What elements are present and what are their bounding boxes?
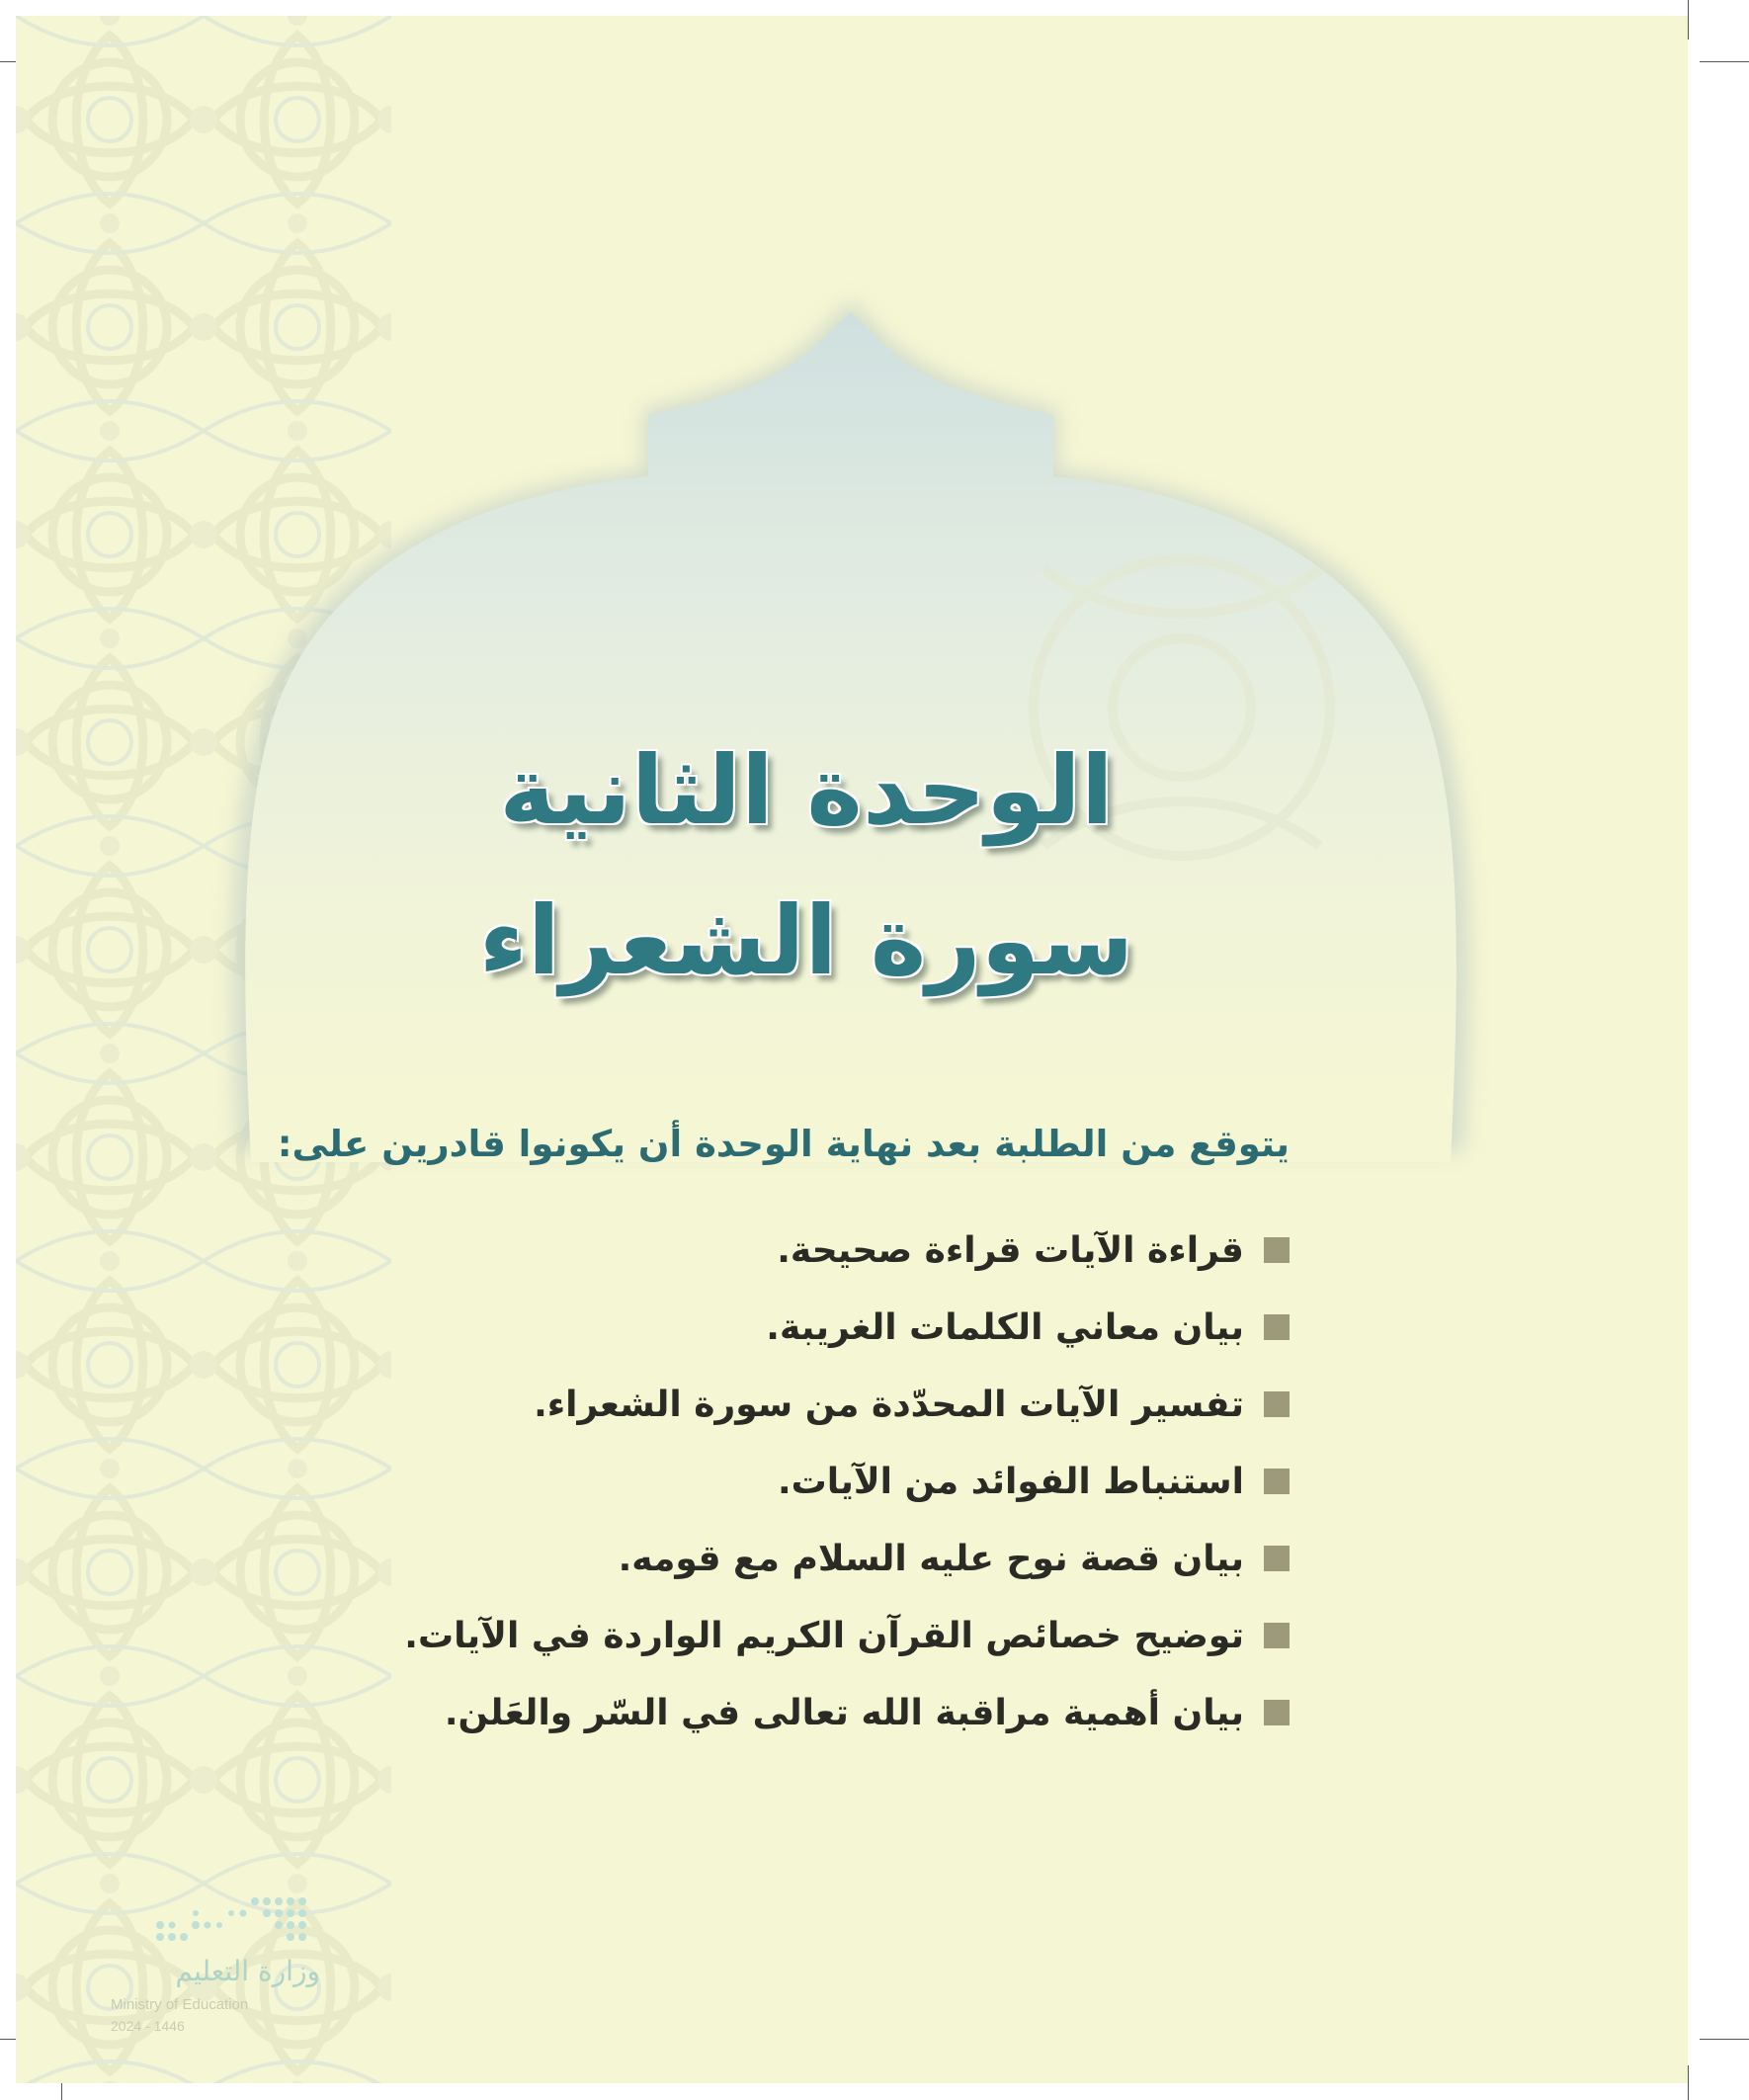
list-item xyxy=(301,1366,1290,1443)
list-item xyxy=(301,1212,1290,1289)
objective-text: بيان قصة نوح عليه السلام مع قومه. xyxy=(618,1538,1244,1579)
list-item xyxy=(301,1674,1290,1751)
objective-text: بيان معاني الكلمات الغريبة. xyxy=(766,1306,1244,1348)
square-bullet-icon xyxy=(1264,1314,1290,1340)
unit-title: الوحدة الثانية xyxy=(499,735,1114,846)
square-bullet-icon xyxy=(1264,1546,1290,1571)
objective-text: قراءة الآيات قراءة صحيحة. xyxy=(777,1229,1244,1271)
ministry-logo xyxy=(95,1893,332,2052)
crop-mark xyxy=(1700,61,1749,62)
list-item xyxy=(301,1443,1290,1520)
list-item xyxy=(301,1520,1290,1597)
objective-text: توضيح خصائص القرآن الكريم الواردة في الآيات. xyxy=(404,1615,1244,1656)
square-bullet-icon xyxy=(1264,1237,1290,1263)
crop-mark xyxy=(1688,2065,1689,2100)
ministry-name-arabic: وزارة التعليم xyxy=(175,1955,320,1987)
crop-mark xyxy=(1700,2039,1749,2040)
objectives-list xyxy=(301,1212,1290,1751)
objective-text: بيان أهمية مراقبة الله تعالى في السّر والعَلن. xyxy=(444,1692,1244,1733)
square-bullet-icon xyxy=(1264,1469,1290,1494)
list-item xyxy=(301,1597,1290,1674)
logo-dots-icon xyxy=(154,1893,312,1943)
square-bullet-icon xyxy=(1264,1623,1290,1648)
unit-cover-page xyxy=(16,16,1688,2083)
surah-title: سورة الشعراء xyxy=(478,885,1134,996)
crop-mark xyxy=(1688,0,1689,40)
list-item xyxy=(301,1289,1290,1366)
edition-year: 2024 - 1446 xyxy=(111,2018,185,2034)
objective-text: استنباط الفوائد من الآيات. xyxy=(777,1461,1244,1502)
objectives-intro: يتوقع من الطلبة بعد نهاية الوحدة أن يكونوا قادرين على: xyxy=(277,1123,1290,1165)
square-bullet-icon xyxy=(1264,1391,1290,1417)
objective-text: تفسير الآيات المحدّدة من سورة الشعراء. xyxy=(534,1384,1244,1425)
square-bullet-icon xyxy=(1264,1700,1290,1725)
dome-arch-frame xyxy=(16,16,1688,1251)
ministry-name-english: Ministry of Education xyxy=(111,1996,249,2013)
